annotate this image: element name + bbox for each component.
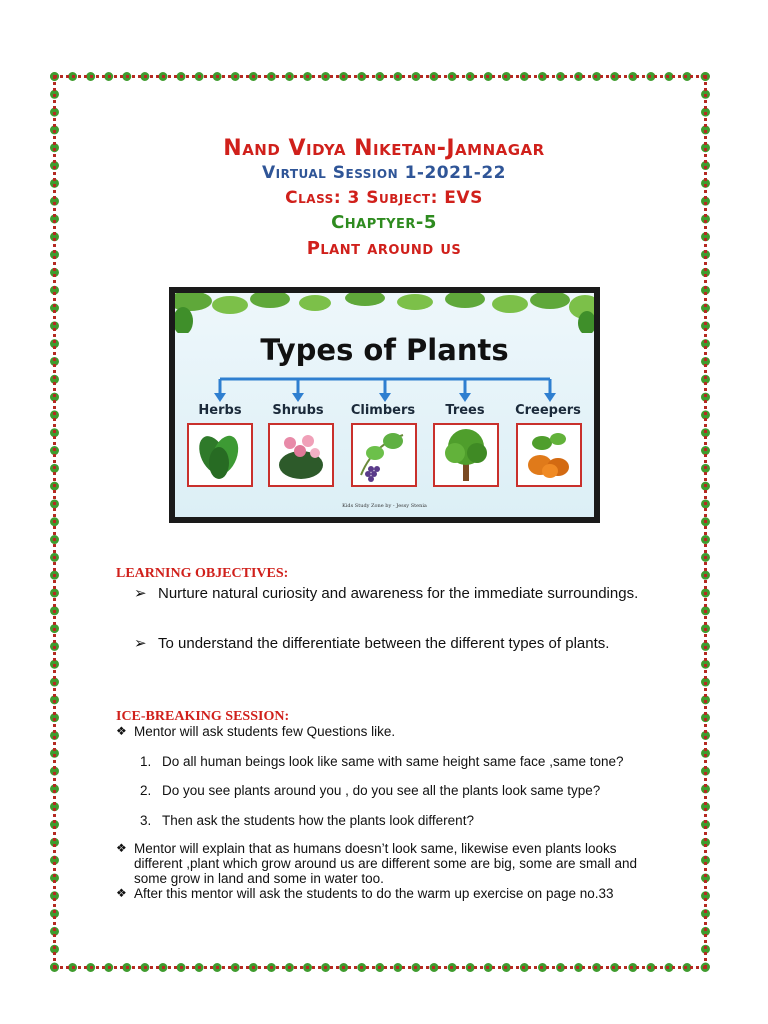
category-trees: Trees xyxy=(445,403,485,418)
diamond-bullet-icon: ❖ xyxy=(116,841,127,855)
category-climbers: Climbers xyxy=(350,403,416,418)
learning-objectives-title: LEARNING OBJECTIVES: xyxy=(116,566,289,581)
objective-item: ➢ To understand the differentiate between the different types of plants. xyxy=(134,632,654,656)
ice-breaking-title: ICE-BREAKING SESSION: xyxy=(116,709,290,724)
arrow-bullet-icon: ➢ xyxy=(134,585,147,602)
topic-title: Plant around us xyxy=(306,238,462,259)
list-item: 3. Then ask the students how the plants look different? xyxy=(140,813,474,828)
creepers-image xyxy=(516,423,582,487)
list-item: ❖ After this mentor will ask the students to do the warm up exercise on page no.33 xyxy=(116,886,614,901)
objective-item: ➢ Nurture natural curiosity and awareness for the immediate surroundings. xyxy=(134,582,654,606)
category-creepers: Creepers xyxy=(515,403,581,418)
list-item: 2. Do you see plants around you , do you see all the plants look same type? xyxy=(140,783,601,798)
chapter-title: Chaptyer-5 xyxy=(331,212,437,233)
diamond-bullet-icon: ❖ xyxy=(116,724,127,738)
leaf-garland-icon xyxy=(175,293,594,333)
shrubs-image xyxy=(268,423,334,487)
category-shrubs: Shrubs xyxy=(272,403,324,418)
climbers-image xyxy=(351,423,417,487)
list-item: 1. Do all human beings look like same with same height same face ,same tone? xyxy=(140,754,624,769)
session-title: Virtual Session 1-2021-22 xyxy=(262,163,506,183)
school-name: Nand Vidya Niketan-Jamnagar xyxy=(223,136,545,161)
hierarchy-arrows-icon xyxy=(175,375,594,405)
ice-breaking-intro: ❖ Mentor will ask students few Questions like. xyxy=(116,724,396,739)
poster-credit: Kids Study Zone by - Jessy Stenia xyxy=(342,503,427,509)
arrow-bullet-icon: ➢ xyxy=(134,635,147,652)
class-subject: Class: 3 Subject: EVS xyxy=(285,188,483,208)
category-herbs: Herbs xyxy=(198,403,242,418)
diamond-bullet-icon: ❖ xyxy=(116,886,127,900)
poster-title: Types of Plants xyxy=(260,333,509,367)
trees-image xyxy=(433,423,499,487)
herbs-image xyxy=(187,423,253,487)
list-item: ❖ Mentor will explain that as humans doesn’t look same, likewise even plants looks different ,plant which grow around us are different some are big, some are small and some grow in land and some in water too. xyxy=(116,841,638,886)
types-of-plants-poster xyxy=(169,287,600,523)
